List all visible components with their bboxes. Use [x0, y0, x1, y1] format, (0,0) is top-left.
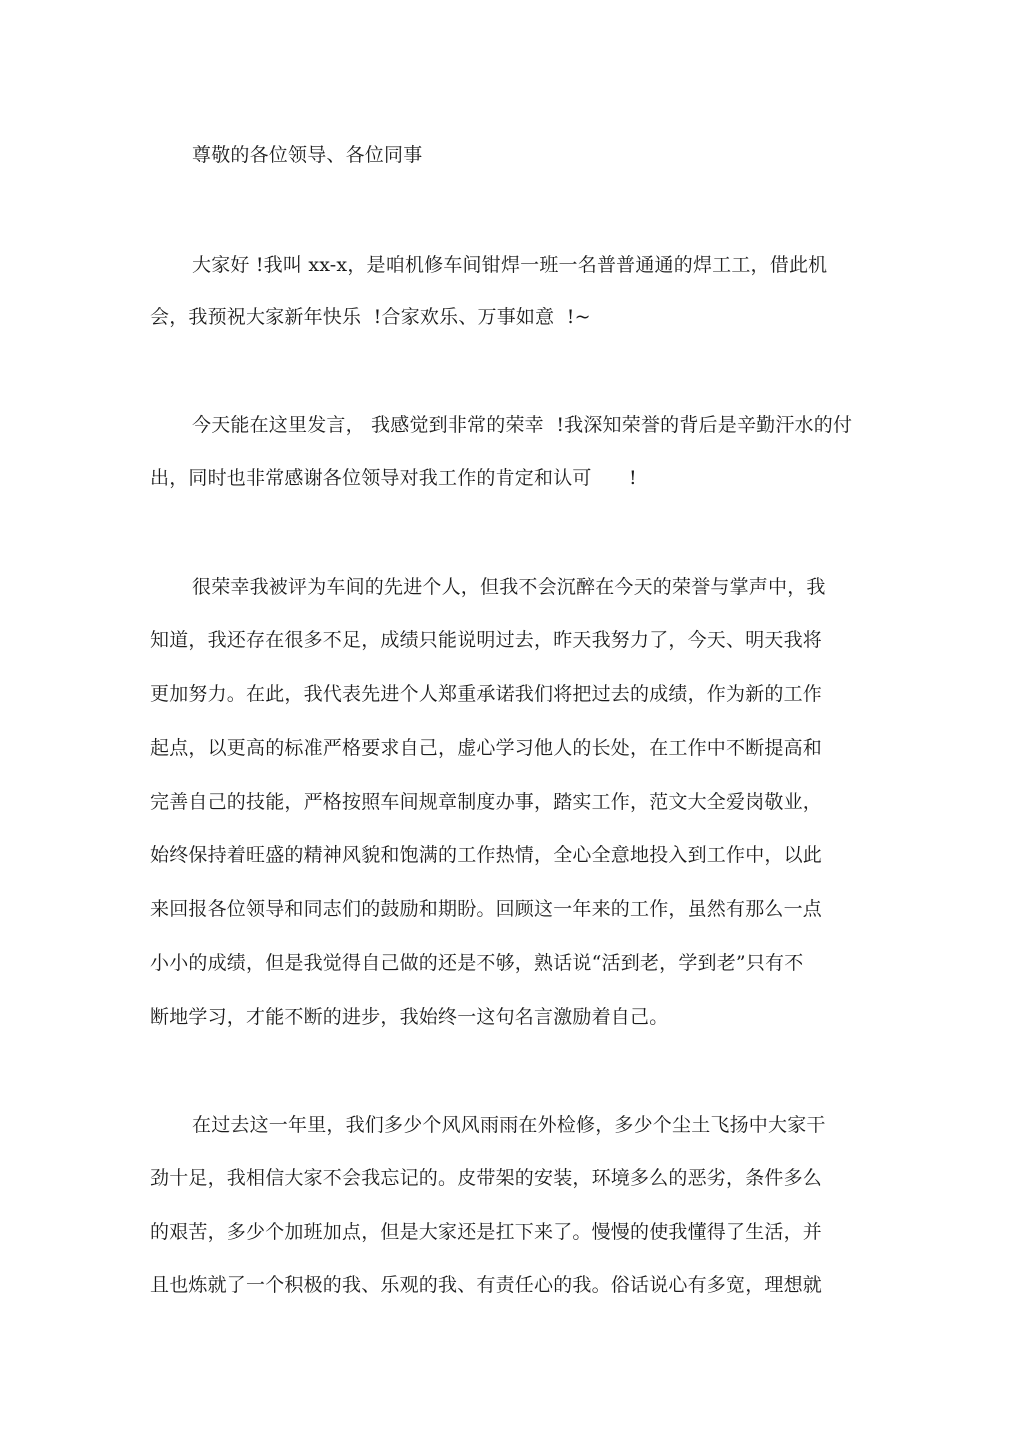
paragraph-line: 今天能在这里发言， 我感觉到非常的荣幸 !我深知荣誉的背后是辛勤汗水的付	[192, 414, 853, 436]
paragraph-line: 且也炼就了一个积极的我、乐观的我、有责任心的我。俗话说心有多宽，理想就	[150, 1274, 823, 1296]
paragraph-line: 的艰苦，多少个加班加点，但是大家还是扛下来了。慢慢的使我懂得了生活，并	[150, 1221, 823, 1243]
paragraph-line: 完善自己的技能，严格按照车间规章制度办事，踏实工作，范文大全爱岗敬业，	[150, 791, 823, 813]
paragraph-line: 小小的成绩，但是我觉得自己做的还是不够，熟话说“活到老，学到老”只有不	[150, 952, 804, 974]
paragraph-line: 会，我预祝大家新年快乐 !合家欢乐、万事如意 !~	[150, 306, 591, 328]
paragraph-line: 很荣幸我被评为车间的先进个人，但我不会沉醉在今天的荣誉与掌声中，我	[192, 576, 826, 598]
paragraph-line: 起点，以更高的标准严格要求自己，虚心学习他人的长处，在工作中不断提高和	[150, 737, 823, 759]
paragraph-line: 在过去这一年里，我们多少个风风雨雨在外检修，多少个尘土飞扬中大家干	[192, 1114, 826, 1136]
paragraph-line: 断地学习，才能不断的进步，我始终一这句名言激励着自己。	[150, 1006, 669, 1028]
paragraph-line: 大家好 !我叫 xx-x，是咱机修车间钳焊一班一名普普通通的焊工工，借此机	[192, 254, 828, 276]
paragraph-line: 知道，我还存在很多不足，成绩只能说明过去，昨天我努力了，今天、明天我将	[150, 629, 823, 651]
paragraph-line: 来回报各位领导和同志们的鼓励和期盼。回顾这一年来的工作，虽然有那么一点	[150, 898, 823, 920]
paragraph-line: 劲十足，我相信大家不会我忘记的。皮带架的安装，环境多么的恶劣，条件多么	[150, 1167, 823, 1189]
paragraph-line: 更加努力。在此，我代表先进个人郑重承诺我们将把过去的成绩，作为新的工作	[150, 683, 823, 705]
paragraph-line: 始终保持着旺盛的精神风貌和饱满的工作热情，全心全意地投入到工作中，以此	[150, 844, 823, 866]
salutation: 尊敬的各位领导、各位同事	[192, 144, 423, 166]
paragraph-line: 出，同时也非常感谢各位领导对我工作的肯定和认可 !	[150, 467, 637, 489]
